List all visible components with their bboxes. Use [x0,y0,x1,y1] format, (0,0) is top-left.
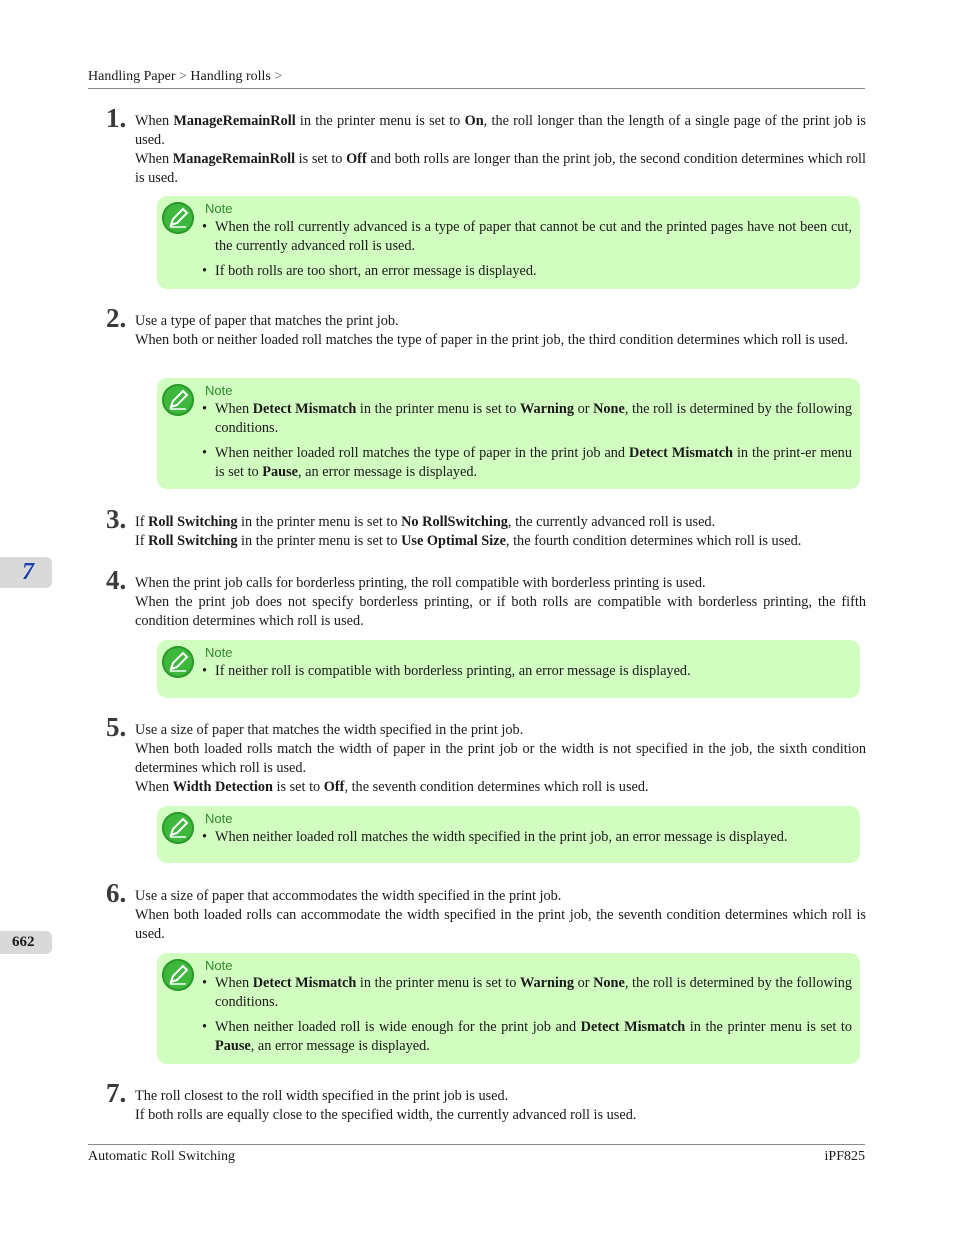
step-3 [88,504,866,551]
breadcrumb [88,67,865,89]
note-box [157,806,860,863]
note-bullet: • When neither loaded roll matches the type of paper in the print job and Detect Mismatch in the print-er menu is set to Pause, an error message is displayed. [202,445,852,480]
pencil-note-icon [162,202,194,234]
footer-section-title: Automatic Roll Switching [88,1149,235,1164]
step-text: The roll closest to the roll width specified in the print job is used. [135,1088,509,1104]
step-number: 2. [106,303,127,333]
breadcrumb-link-handling-paper[interactable]: Handling Paper [88,69,176,84]
chapter-number: 7 [22,559,34,585]
step-2 [88,303,866,350]
step-text: When both loaded rolls match the width of paper in the print job or the width is not specified in the job, the sixth condition determines which roll is used. [135,741,866,776]
note-bullet: • When Detect Mismatch in the printer menu is set to Warning or None, the roll is determined by the following conditions. [202,401,852,436]
note-title: Note [205,811,233,826]
note-bullet: • If both rolls are too short, an error message is displayed. [202,263,537,279]
step-number: 3. [106,504,127,534]
breadcrumb-separator: > [178,69,187,84]
page-footer [88,1144,865,1166]
step-text: When ManageRemainRoll is set to Off and both rolls are longer than the print job, the second condition determines which roll is used. [135,151,866,186]
step-text: If Roll Switching in the printer menu is set to No RollSwitching, the currently advanced roll is used. [135,514,716,530]
breadcrumb-separator: > [274,69,283,84]
note-bullet: • When neither loaded roll matches the width specified in the print job, an error message is displayed. [202,829,788,845]
note-box [157,196,860,289]
step-text: When Width Detection is set to Off, the seventh condition determines which roll is used. [135,779,649,795]
note-bullet: • If neither roll is compatible with borderless printing, an error message is displayed. [202,663,691,679]
pencil-note-icon [162,812,194,844]
note-bullet: • When neither loaded roll is wide enough for the print job and Detect Mismatch in the printer menu is set to Pause, an error message is displayed. [202,1019,852,1054]
step-text: When the print job calls for borderless printing, the roll compatible with borderless printing is used. [135,575,706,591]
step-text: If Roll Switching in the printer menu is set to Use Optimal Size, the fourth condition determines which roll is used. [135,533,802,549]
pencil-note-icon [162,646,194,678]
breadcrumb-link-handling-rolls[interactable]: Handling rolls [190,69,271,84]
note-bullet: • When Detect Mismatch in the printer menu is set to Warning or None, the roll is determined by the following conditions. [202,975,852,1010]
pencil-note-icon [162,384,194,416]
note-title: Note [205,201,233,216]
step-number: 7. [106,1078,127,1108]
step-text: If both rolls are equally close to the specified width, the currently advanced roll is used. [135,1107,637,1123]
step-4 [88,565,866,631]
step-text: When both loaded rolls can accommodate the width specified in the print job, the seventh condition determines which roll is used. [135,907,866,942]
footer-model-name: iPF825 [824,1149,865,1164]
note-title: Note [205,645,233,660]
step-text: When ManageRemainRoll in the printer menu is set to On, the roll longer than the length of a single page of the print job is used. [135,113,866,148]
note-title: Note [205,383,233,398]
page-number: 662 [12,934,35,950]
note-box [157,378,860,489]
note-box [157,953,860,1064]
step-text: Use a size of paper that matches the width specified in the print job. [135,722,524,738]
step-text: When the print job does not specify borderless printing, or if both rolls are compatible with borderless printing, the fifth condition determines which roll is used. [135,594,866,629]
step-1 [88,103,866,188]
chapter-tab[interactable] [0,557,52,588]
step-7 [88,1078,866,1125]
note-bullet: • When the roll currently advanced is a type of paper that cannot be cut and the printed pages have not been cut, the currently advanced roll is used. [202,219,852,254]
step-text: Use a size of paper that accommodates the width specified in the print job. [135,888,562,904]
step-text: Use a type of paper that matches the print job. [135,313,399,329]
step-number: 1. [106,103,127,133]
step-number: 5. [106,712,127,742]
note-title: Note [205,958,233,973]
step-6 [88,878,866,944]
step-5 [88,712,866,797]
step-text: When both or neither loaded roll matches the type of paper in the print job, the third condition determines which roll is used. [135,332,849,348]
page-number-tab [0,931,52,954]
step-number: 4. [106,565,127,595]
step-number: 6. [106,878,127,908]
pencil-note-icon [162,959,194,991]
note-box [157,640,860,698]
